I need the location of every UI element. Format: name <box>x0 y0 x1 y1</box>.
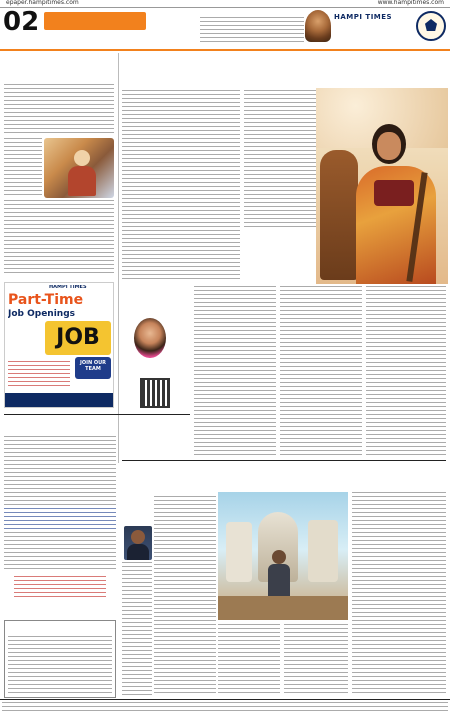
main-body-col1 <box>122 90 240 282</box>
job-ad-title-line1: Part-Time <box>8 293 84 308</box>
box-one-body <box>4 436 116 506</box>
qr-caption <box>122 410 188 416</box>
job-ad-word-graphic: JOB <box>45 321 111 355</box>
main-body-col3 <box>194 286 276 456</box>
second-body-col1-left <box>122 562 152 696</box>
second-headline-rule <box>122 460 446 461</box>
second-article-photo <box>218 492 348 620</box>
qr-code[interactable] <box>140 378 170 408</box>
job-ad-bullet-lines <box>8 361 70 387</box>
box-two-body <box>8 636 112 694</box>
contact-person-caption <box>122 362 188 374</box>
main-article-photo <box>316 88 448 284</box>
left-column-heading <box>4 53 114 71</box>
quote-text-lines <box>200 17 304 45</box>
page-number: 02 <box>3 9 40 35</box>
job-ad-join-badge[interactable]: JOIN OUR TEAM <box>75 357 111 379</box>
job-ad <box>4 282 114 408</box>
man-portrait-photo <box>124 526 152 560</box>
box-one-heading <box>4 416 116 432</box>
left-column-author <box>4 73 114 81</box>
top-bar <box>0 0 450 8</box>
column-divider <box>118 53 119 463</box>
hampi-logo-icon <box>416 11 446 41</box>
main-body-col5 <box>366 286 446 456</box>
box-two-heading <box>5 621 115 633</box>
main-body-col4 <box>280 286 362 456</box>
city-name <box>44 12 146 30</box>
footer-imprint <box>2 701 448 712</box>
second-headline <box>122 462 446 488</box>
footer-rule <box>0 699 450 700</box>
box-one-highlight <box>4 508 116 530</box>
box-one-body-end <box>4 532 116 572</box>
second-body-col1 <box>154 496 216 696</box>
job-ad-bullets <box>8 323 44 327</box>
site-url-left[interactable]: epaper.hampitimes.com <box>6 0 79 6</box>
second-lead-initial <box>124 492 144 520</box>
second-body-col4 <box>352 492 446 696</box>
brand-block: HAMPI TIMES <box>334 14 393 21</box>
footer-imprint-lines <box>2 702 448 711</box>
job-ad-brand-english: HAMPI TIMES <box>49 285 87 290</box>
box-one-top-rule <box>4 414 190 415</box>
left-column-photo <box>44 138 114 198</box>
box-one-contact <box>14 576 106 598</box>
contact-person-photo <box>134 318 166 358</box>
job-ad-title-line2: Job Openings <box>8 309 76 319</box>
site-url-right[interactable]: www.hampitimes.com <box>377 0 444 6</box>
main-headline <box>122 53 446 83</box>
left-column-body-wrap <box>4 138 42 198</box>
left-column-body-end <box>4 200 114 276</box>
second-body-col2 <box>218 624 280 696</box>
second-body-col3 <box>284 624 348 696</box>
left-column-body <box>4 84 114 136</box>
masthead-rule <box>0 49 450 51</box>
quote-portrait-icon <box>305 10 331 42</box>
job-ad-footer-bar <box>5 393 113 407</box>
quote-block <box>200 9 304 49</box>
